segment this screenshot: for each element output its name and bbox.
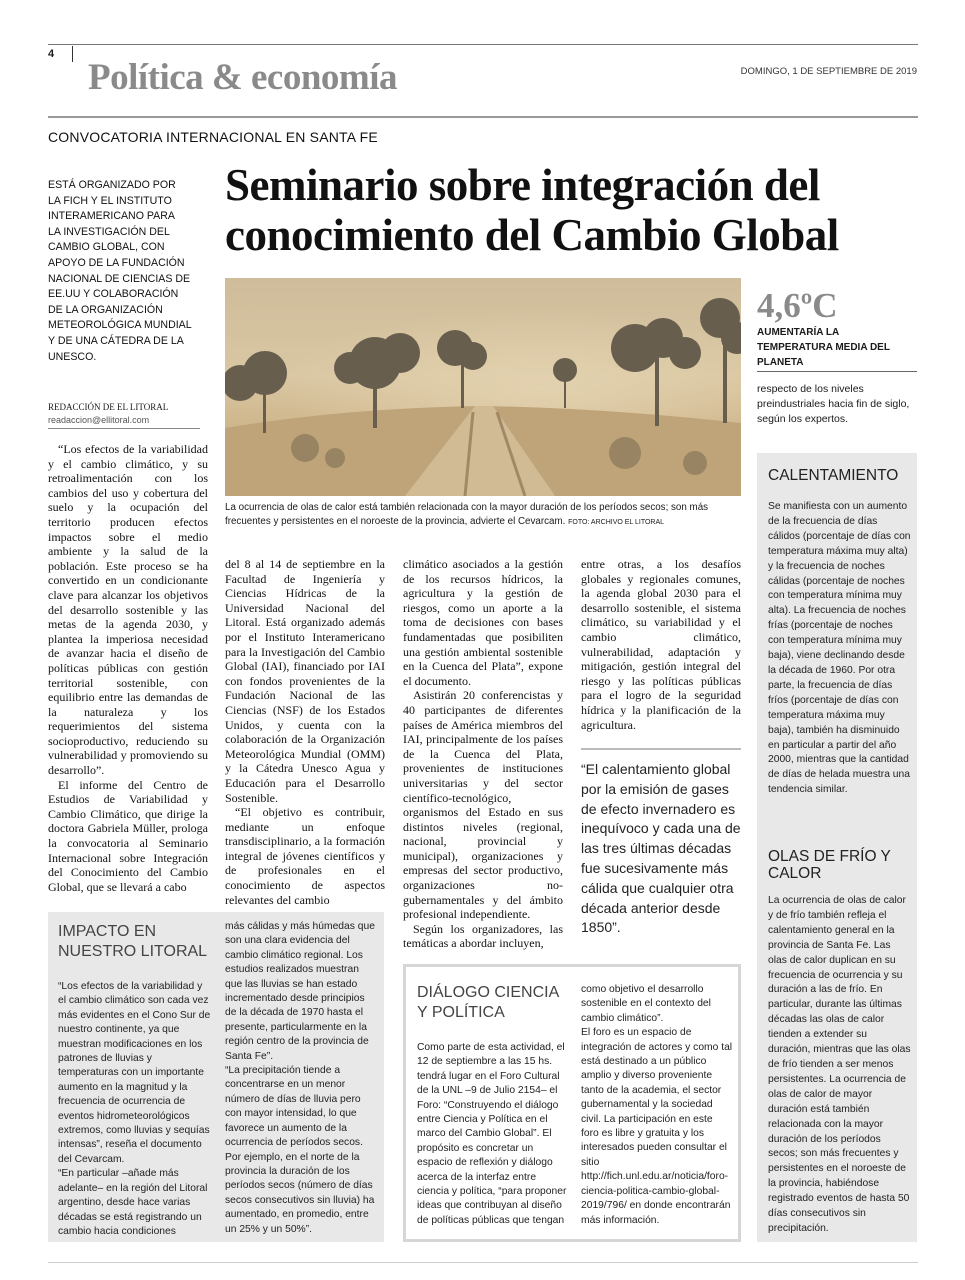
headline-line-1: Seminario sobre integración del [225, 160, 820, 210]
body-column-4 [581, 557, 741, 732]
lead-line: NACIONAL DE CIENCIAS DE [48, 272, 191, 285]
paragraph: Como parte de esta actividad, el 12 de septiembre a las 15 hs. tendrá lugar en el Foro Cultural de la UNL –9 de Julio 2154– el Foro: “Construyendo el diálogo entre Ciencia y Política en el marco del Cambio Global”. El propósito es concretar un espacio de reflexión y diálogo acerca de la interfaz entre ciencia y política, “para proponer ideas que contribuyan al diseño de políticas públicas que tengan [417, 1042, 567, 1226]
header-rule [48, 116, 918, 118]
byline-email[interactable]: readaccion@ellitoral.com [48, 415, 150, 425]
paragraph: “Los efectos de la variabilidad y el cambio climático, y su retroalimentación con los cambios del uso y cobertura del suelo y la ocupación del territorio producen efectos impactos sobre el medio ambiente y la salud de la población. Este proceso se ha convertido en un condicionante clave para alcanzar los objetivos del desarrollo sostenible y las metas de la agenda 2030, y plantea la imperiosa necesidad de avanzar hacia el diseño de políticas públicas con gestión territorial sostenible, con equilibrio entre las demandas de la naturaleza y los requerimientos del sistema socioproductivo, reduciendo su vulnerabilidad y promoviendo su desarrollo”. [48, 442, 208, 778]
article-photo [225, 278, 741, 496]
dialogo-column-1 [417, 1041, 567, 1228]
lead-line: APOYO DE LA FUNDACIÓN [48, 256, 185, 269]
paragraph: El foro es un espacio de integración de actores y como tal está destinado a un público amplio y diverso proveniente tanto de la academia, el sector gubernamental y la sociedad civil. La participación en este foro es libre y gratuita y los interesados pueden consultar el sitio http://fich.unl.edu.ar/noticia/foro-ciencia-politica-cambio-global-2019/796/ en donde encontrarán más información. [581, 1027, 733, 1226]
paragraph: “En particular –añade más adelante– en la región del Litoral argentino, desde hace varias décadas se está registrando un cambio hacia condiciones [58, 1168, 208, 1237]
headline [225, 160, 925, 260]
photo-caption [225, 501, 745, 529]
stat-value: 4,6ºC [757, 286, 838, 325]
paragraph: “El objetivo es contribuir, mediante un enfoque transdisciplinario, a la formación integral de jóvenes científicos y de profesionales en el conocimiento de aspectos relevantes del cambio [225, 805, 385, 907]
paragraph: “La precipitación tiende a concentrarse en un menor número de días de lluvia pero con mayor intensidad, lo que favorece un aumento de la ocurrencia de períodos secos. Por ejemplo, en el norte de la provincia la duración de los períodos secos (número de días secos consecutivos sin lluvia) ha aumentado, en promedio, entre un 25% y un 50%”. [225, 1065, 375, 1235]
lead-line: Y DE UNA CÁTEDRA DE LA [48, 334, 184, 347]
impacto-column-2 [225, 920, 377, 1237]
body-column-1 [48, 442, 208, 894]
lead-line: ESTÁ ORGANIZADO POR [48, 179, 176, 191]
issue-date: DOMINGO, 1 DE SEPTIEMBRE DE 2019 [740, 66, 917, 77]
dialogo-column-2 [581, 983, 733, 1228]
photo-credit: FOTO: ARCHIVO EL LITORAL [568, 518, 665, 526]
byline-author: REDACCIÓN DE EL LITORAL [48, 402, 169, 412]
paragraph: Asistirán 20 conferencistas y 40 participantes de diferentes países de América miembros del IAI, principalmente de los países de la Cuenca del Plata, provenientes de instituciones universitarias y del sector científico-tecnológico, organismos del Estado en sus distintos niveles (regional, nacional, provincial y municipal), organizaciones y empresas del sector productivo, organizaciones no-gubernamentales y del ámbito profesional independiente. [403, 688, 563, 922]
sidebar-text-calentamiento: Se manifiesta con un aumento de la frecuencia de días cálidos (porcentaje de días con temperatura máxima muy alta) y la frecuencia de noches cálidas (porcentaje de noches con temperatura mínima muy alta). La frecuencia de noches frías (porcentaje de noches con temperatura mínima muy baja), viene declinando desde la década de 1960. Por otra parte, la frecuencia de días fríos (porcentaje de días con temperatura máxima muy baja), también ha disminuido en particular a partir del año 2000, mientras que la cantidad de días de helada muestra una tendencia similar. [768, 501, 911, 796]
headline-line-2: conocimiento del Cambio Global [225, 210, 839, 260]
lead-line: CAMBIO GLOBAL, CON [48, 241, 165, 254]
stat-label: AUMENTARÍA LA TEMPERATURA MEDIA DEL PLANETA [757, 327, 890, 368]
impacto-box [48, 912, 384, 1242]
dialogo-box [403, 964, 741, 1242]
body-column-3 [403, 557, 563, 951]
paragraph: Según los organizadores, las temáticas a abordar incluyen, [403, 921, 563, 951]
paragraph: entre otras, a los desafíos globales y regionales comunes, la agenda global 2030 para el desarrollo sostenible, el sistema climático, su variabilidad y el cambio climático, vulnerabilidad, adaptación y mitigación, gestión integral del riesgo y las políticas públicas para el logro de la seguridad hídrica y la planificación de la agricultura. [581, 557, 741, 732]
stat-rule [757, 371, 917, 372]
section-title: Política & economía [88, 57, 398, 98]
paragraph: climático asociados a la gestión de los recursos hídricos, la agricultura y la gestión de riesgos, como un aporte a la toma de decisiones con bases fundamentadas que posibiliten una gestión ambiental sostenible en la Cuenca del Plata”, expone el documento. [403, 557, 563, 688]
paragraph: El informe del Centro de Estudios de Variabilidad y Cambio Climático, que dirige la doctora Gabriela Müller, prologa la convocatoria al Seminario Internacional sobre Integración del Conocimiento del Cambio Global, que se llevará a cabo [48, 777, 208, 894]
sidebar-heading-olas: OLAS DE FRÍO Y CALOR [768, 848, 891, 882]
caption-text: La ocurrencia de olas de calor está también relacionada con la mayor duración de los períodos secos; son más frecuentes y persistentes en el noroeste de la provincia, advierte el Cevarcam. [225, 502, 709, 527]
paragraph: como objetivo el desarrollo sostenible en el contexto del cambio climático”. [581, 984, 711, 1024]
top-rule [48, 44, 918, 45]
dialogo-heading: DIÁLOGO CIENCIA Y POLÍTICA [417, 984, 559, 1021]
page-number: 4 [48, 48, 55, 60]
dusty-road-trees-image [225, 278, 741, 496]
paragraph: del 8 al 14 de septiembre en la Facultad de Ingeniería y Ciencias Hídricas de la Universidad Nacional del Litoral. Está organizado además por el Instituto Interamericano para la Investigación del Cambio Global (IAI), financiado por IAI con fondos provenientes de la Fundación Nacional de las Ciencias (NSF) de los Estados Unidos, y cuenta con la colaboración de la Organización Meteorológica Mundial (OMM) y la Cátedra Unesco Agua y Educación para el Desarrollo Sostenible. [225, 557, 385, 805]
bottom-rule [48, 1262, 918, 1263]
lead-line: DE LA ORGANIZACIÓN [48, 303, 163, 316]
pull-quote-rule [581, 748, 741, 750]
paragraph: “Los efectos de la variabilidad y el cambio climático son cada vez más evidentes en el Cono Sur de nuestro continente, ya que muestran modificaciones en los patrones de lluvias y temperaturas con un importante aumento en la magnitud y la frecuencia de ocurrencia de eventos hidrometeorológicos extremos, como lluvias y sequías intensas”, reseña el documento del Cevarcam. [58, 981, 211, 1165]
page-number-divider [72, 46, 73, 62]
impacto-column-1 [58, 980, 213, 1239]
paragraph: más cálidas y más húmedas que son una clara evidencia del cambio climático regional. Los estudios realizados muestran que las lluvias se han estado incrementado desde principios de la década de 1970 hasta el presente, particularmente en la región centro de la provincia de Santa Fe”. [225, 921, 375, 1062]
pull-quote: “El calentamiento global por la emisión de gases de efecto invernadero es inequívoco y cada una de las tres últimas décadas fue sucesivamente más cálida que cualquier otra década anterior desde 1850”. [581, 761, 741, 936]
kicker: CONVOCATORIA INTERNACIONAL EN SANTA FE [48, 129, 378, 145]
lead-line: LA INVESTIGACIÓN DEL [48, 225, 170, 238]
lead [48, 178, 200, 365]
sidebar-text-olas: La ocurrencia de olas de calor y de frío también refleja el calentamiento general en la provincia de Santa Fe. Las olas de calor duplican en su frecuencia de ocurrencia y su duración a las de frío. En particular, durante las últimas décadas las olas de calor tienden a extender su duración, mientras que las olas de frío tienden a ser menos persistentes. La ocurrencia de olas de calor de mayor duración está también relacionada con la mayor duración de los períodos secos; son más frecuentes y persistentes en el noroeste de la provincia, habiéndose registrado eventos de hasta 50 días consecutivos sin precipitación. [768, 895, 911, 1234]
lead-line: LA FICH Y EL INSTITUTO [48, 194, 172, 207]
lead-line: METEOROLÓGICA MUNDIAL [48, 319, 192, 332]
byline-rule [48, 428, 200, 429]
lead-line: EE.UU Y COLABORACIÓN [48, 288, 179, 301]
stat-text: respecto de los niveles preindustriales hacia fin de siglo, según los expertos. [757, 383, 910, 425]
lead-line: INTERAMERICANO PARA [48, 210, 175, 223]
lead-line: UNESCO. [48, 350, 97, 363]
byline [48, 401, 168, 427]
sidebar-box [757, 453, 917, 1242]
impacto-heading: IMPACTO EN NUESTRO LITORAL [58, 923, 208, 960]
sidebar-heading-calentamiento: CALENTAMIENTO [768, 467, 899, 484]
body-column-2 [225, 557, 385, 907]
